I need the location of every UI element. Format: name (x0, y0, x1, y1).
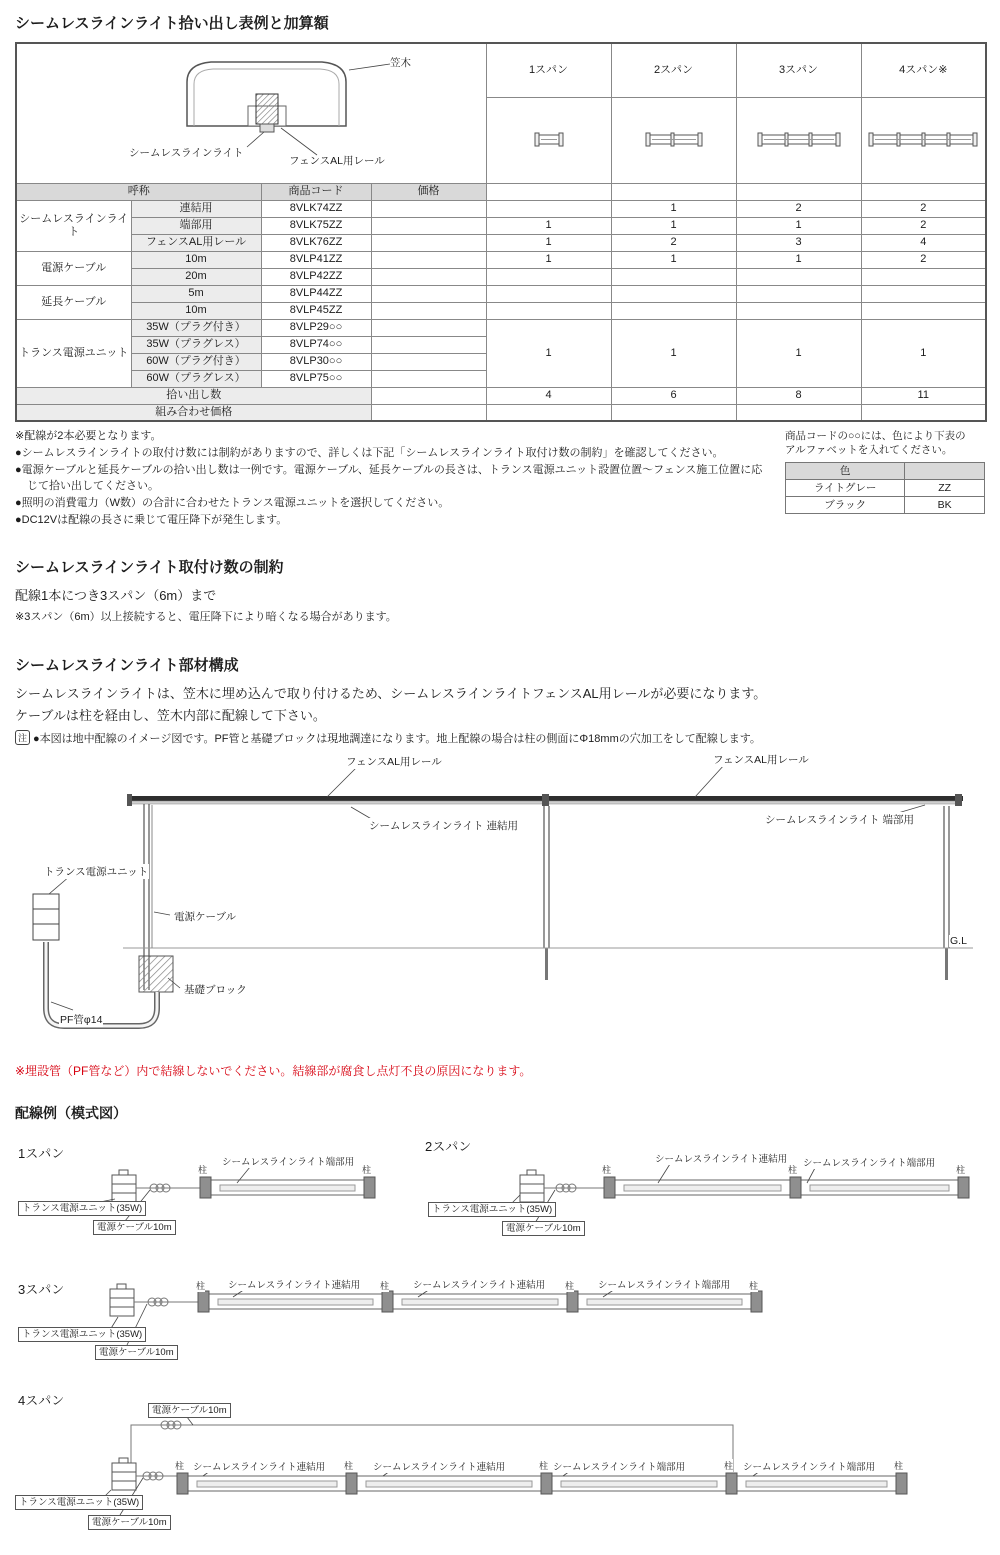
span-icon-2 (611, 98, 736, 184)
parts-line2: ケーブルは柱を経由し、笠木内部に配線して下さい。 (15, 707, 326, 723)
light-end-label: シームレスラインライト端部用 (743, 1459, 875, 1473)
qty-cell: 3 (736, 234, 861, 251)
table-row (16, 200, 986, 217)
item-cell: 10m (131, 302, 261, 319)
qty-cell (736, 285, 861, 302)
transformer-label: トランス電源ユニット(35W) (18, 1201, 146, 1216)
color-code: BK (905, 497, 985, 514)
table-row (16, 285, 986, 302)
span-label-2: 2スパン (425, 1138, 472, 1154)
qty-cell (861, 302, 986, 319)
foundation-label: 基礎ブロック (184, 983, 247, 996)
power-cable-label: 電源ケーブル (174, 910, 237, 923)
pf-pipe-label: PF管φ14 (60, 1013, 103, 1026)
price-cell (371, 319, 486, 336)
span-label-1: 1スパン (18, 1145, 65, 1161)
qty-cell: 4 (486, 387, 611, 404)
rail-label: フェンスAL用レール (289, 155, 385, 167)
post-icon (346, 1473, 357, 1494)
post-icon (541, 1473, 552, 1494)
code-cell: 8VLP44ZZ (261, 285, 371, 302)
span-header-3: 3スパン (736, 43, 861, 98)
qty-cell: 1 (611, 251, 736, 268)
code-cell: 8VLP41ZZ (261, 251, 371, 268)
transformer-icon (112, 1458, 136, 1490)
code-cell: 8VLP45ZZ (261, 302, 371, 319)
span-icon-4 (861, 98, 986, 184)
cable-label: 電源ケーブル10m (502, 1221, 585, 1236)
header-spacer (736, 183, 861, 200)
col-header-code: 商品コード (261, 183, 371, 200)
table-row (16, 387, 986, 404)
qty-cell: 1 (486, 251, 611, 268)
post-label: 柱 (956, 1164, 966, 1175)
item-cell: 35W（プラグレス） (131, 336, 261, 353)
note-item: ※配線が2本必要となります。 (15, 430, 162, 443)
price-cell (371, 404, 486, 421)
item-cell: 35W（プラグ付き） (131, 319, 261, 336)
qty-cell: 4 (861, 234, 986, 251)
page-title: シームレスラインライト拾い出し表例と加算額 (15, 15, 329, 32)
price-cell (371, 336, 486, 353)
color-code: ZZ (905, 480, 985, 497)
post-label: 柱 (894, 1460, 904, 1471)
qty-cell (736, 404, 861, 421)
item-cell: 20m (131, 268, 261, 285)
table-row (16, 302, 986, 319)
qty-cell: 1 (486, 319, 611, 387)
post-icon (726, 1473, 737, 1494)
post-label: 柱 (175, 1460, 185, 1471)
post-icon (382, 1291, 393, 1312)
section-heading-parts: シームレスラインライト部材構成 (15, 656, 239, 674)
qty-cell: 1 (736, 217, 861, 234)
color-name: ブラック (786, 497, 905, 514)
header-spacer (611, 183, 736, 200)
color-code-box (785, 429, 985, 530)
light-module (256, 94, 278, 124)
pickup-count-label: 拾い出し数 (16, 387, 371, 404)
item-cell: 60W（プラグレス） (131, 370, 261, 387)
post-label: 柱 (602, 1164, 612, 1175)
qty-cell (736, 302, 861, 319)
category-cell: 延長ケーブル (16, 285, 131, 319)
light-end-label: シームレスラインライト端部用 (598, 1277, 730, 1291)
color-note-line1: 商品コードの○○には、色により下表の (785, 430, 966, 443)
transformer-icon (520, 1170, 544, 1202)
qty-cell (861, 404, 986, 421)
post-icon (604, 1177, 615, 1198)
post-icon (364, 1177, 375, 1198)
pickup-table (15, 42, 987, 422)
light-end-label: シームレスラインライト 端部用 (765, 813, 914, 826)
notes-section (15, 429, 985, 530)
transformer-box (33, 894, 59, 940)
qty-cell (486, 404, 611, 421)
table-row (16, 268, 986, 285)
price-cell (371, 370, 486, 387)
code-cell: 8VLP42ZZ (261, 268, 371, 285)
price-cell (371, 268, 486, 285)
post-icon (200, 1177, 211, 1198)
note-item: ●シームレスラインライトの取付け数には制約がありますので、詳しくは下記「シームレスラインライト取付け数の制約」を確認してください。 (15, 447, 724, 460)
item-cell: 端部用 (131, 217, 261, 234)
qty-cell: 1 (611, 200, 736, 217)
qty-cell (486, 200, 611, 217)
light-joint-label: シームレスラインライト連結用 (373, 1459, 505, 1473)
note-item: ●DC12Vは配線の長さに乗じて電圧降下が発生します。 (15, 513, 288, 526)
table-row (16, 319, 986, 336)
note-mark: 注 (15, 730, 30, 745)
color-header: 色 (786, 463, 905, 480)
combo-price-label: 組み合わせ価格 (16, 404, 371, 421)
post-label: 柱 (749, 1280, 759, 1291)
qty-cell (736, 268, 861, 285)
light-joint-label: シームレスラインライト連結用 (413, 1277, 545, 1291)
span-icon-1 (486, 98, 611, 184)
post-label: 柱 (788, 1164, 798, 1175)
capstone-diagram (19, 44, 489, 179)
post-icon (958, 1177, 969, 1198)
qty-cell (611, 404, 736, 421)
diagram-3span (110, 1284, 762, 1345)
code-cell: 8VLK75ZZ (261, 217, 371, 234)
qty-cell: 1 (486, 234, 611, 251)
light-joint-label: シームレスラインライト 連結用 (369, 819, 518, 832)
transformer-label: トランス電源ユニット(35W) (18, 1327, 146, 1342)
qty-cell: 11 (861, 387, 986, 404)
post-label: 柱 (198, 1164, 208, 1175)
qty-cell (611, 268, 736, 285)
fence-drawing (15, 752, 985, 1052)
price-cell (371, 251, 486, 268)
category-cell: トランス電源ユニット (16, 319, 131, 387)
diagram-2span (510, 1164, 969, 1223)
span-header-2: 2スパン (611, 43, 736, 98)
color-header-spacer (905, 463, 985, 480)
qty-cell: 8 (736, 387, 861, 404)
parts-line1: シームレスラインライトは、笠木に埋め込んで取り付けるため、シームレスラインライトフェンスAL用レールが必要になります。 (15, 685, 767, 701)
qty-cell (861, 268, 986, 285)
section-heading-wiring: 配線例（模式図） (15, 1104, 127, 1121)
color-table (785, 462, 985, 514)
wiring-drawing (15, 1131, 985, 1541)
table-row (16, 217, 986, 234)
qty-cell: 2 (611, 234, 736, 251)
span-label-3: 3スパン (18, 1281, 65, 1297)
price-cell (371, 234, 486, 251)
fence-elevation-diagram (15, 752, 985, 1052)
qty-cell (486, 285, 611, 302)
qty-cell: 6 (611, 387, 736, 404)
qty-cell: 1 (736, 251, 861, 268)
light-end-label: シームレスラインライト端部用 (803, 1155, 935, 1169)
qty-cell (486, 302, 611, 319)
notes-list (15, 429, 771, 530)
qty-cell: 1 (611, 217, 736, 234)
item-cell: 5m (131, 285, 261, 302)
qty-cell: 2 (861, 251, 986, 268)
rail-label-right: フェンスAL用レール (713, 753, 809, 766)
light-joint-label: シームレスラインライト連結用 (655, 1151, 787, 1165)
qty-cell: 1 (611, 319, 736, 387)
light-label: シームレスラインライト (129, 147, 244, 159)
transformer-icon (112, 1170, 136, 1202)
post-label: 柱 (724, 1460, 734, 1471)
capstone-cross-section (16, 43, 486, 183)
light-end-label: シームレスラインライト端部用 (553, 1459, 685, 1473)
parts-note-text: ●本図は地中配線のイメージ図です。PF管と基礎ブロックは現地調達になります。地上配線の場合は柱の側面にΦ18mmの穴加工をして配線します。 (33, 732, 761, 745)
post-label: 柱 (344, 1460, 354, 1471)
light-end-label: シームレスラインライト端部用 (222, 1154, 354, 1168)
cable-label: 電源ケーブル10m (88, 1515, 171, 1530)
qty-cell (486, 268, 611, 285)
constraint-line2: ※3スパン（6m）以上接続すると、電圧降下により暗くなる場合があります。 (15, 610, 397, 623)
item-cell: 連結用 (131, 200, 261, 217)
category-cell: シームレスラインライト (16, 200, 131, 251)
item-cell: フェンスAL用レール (131, 234, 261, 251)
kasagi-label: 笠木 (390, 57, 411, 69)
light-joint-label: シームレスラインライト連結用 (193, 1459, 325, 1473)
span-header-4: 4スパン※ (861, 43, 986, 98)
table-row (16, 251, 986, 268)
foundation-block (139, 956, 173, 992)
price-cell (371, 302, 486, 319)
col-header-price: 価格 (371, 183, 486, 200)
code-cell: 8VLP30○○ (261, 353, 371, 370)
section-heading-constraint: シームレスラインライト取付け数の制約 (15, 558, 284, 576)
category-cell: 電源ケーブル (16, 251, 131, 285)
qty-cell: 2 (736, 200, 861, 217)
price-cell (371, 353, 486, 370)
post-label: 柱 (380, 1280, 390, 1291)
code-cell: 8VLP29○○ (261, 319, 371, 336)
col-header-name: 呼称 (16, 183, 261, 200)
header-spacer (861, 183, 986, 200)
qty-cell (861, 285, 986, 302)
post-icon (567, 1291, 578, 1312)
price-cell (371, 387, 486, 404)
note-item: ●照明の消費電力（W数）の合計に合わせたトランス電源ユニットを選択してください。 (15, 496, 450, 509)
post-label: 柱 (565, 1280, 575, 1291)
item-cell: 10m (131, 251, 261, 268)
span-label-4: 4スパン (18, 1392, 65, 1408)
table-row (16, 234, 986, 251)
cable-label: 電源ケーブル10m (93, 1220, 176, 1235)
post-label: 柱 (362, 1164, 372, 1175)
wiring-warning: ※埋設管（PF管など）内で結線しないでください。結線部が腐食し点灯不良の原因になります。 (15, 1063, 532, 1078)
color-name: ライトグレー (786, 480, 905, 497)
post-label: 柱 (539, 1460, 549, 1471)
wiring-diagrams (15, 1131, 985, 1541)
qty-cell: 1 (486, 217, 611, 234)
table-row (16, 404, 986, 421)
qty-cell (611, 302, 736, 319)
rail-label-left: フェンスAL用レール (346, 755, 442, 768)
qty-cell: 1 (861, 319, 986, 387)
qty-cell (611, 285, 736, 302)
parts-note (15, 730, 985, 746)
qty-cell: 2 (861, 200, 986, 217)
code-cell: 8VLK76ZZ (261, 234, 371, 251)
cable-label: 電源ケーブル10m (148, 1403, 231, 1418)
cable-label: 電源ケーブル10m (95, 1345, 178, 1360)
code-cell: 8VLP75○○ (261, 370, 371, 387)
transformer-icon (110, 1284, 134, 1316)
fence-rail (127, 794, 963, 806)
light-joint-label: シームレスラインライト連結用 (228, 1277, 360, 1291)
price-cell (371, 200, 486, 217)
post-icon (177, 1473, 188, 1494)
price-cell (371, 285, 486, 302)
post-icon (790, 1177, 801, 1198)
post-icon (198, 1291, 209, 1312)
qty-cell: 1 (736, 319, 861, 387)
transformer-label: トランス電源ユニット (44, 865, 149, 878)
post-icon (751, 1291, 762, 1312)
qty-cell: 2 (861, 217, 986, 234)
code-cell: 8VLP74○○ (261, 336, 371, 353)
ground-line-label: G.L (950, 934, 967, 947)
item-cell: 60W（プラグ付き） (131, 353, 261, 370)
color-note-line2: アルファベットを入れてください。 (785, 444, 953, 457)
header-spacer (486, 183, 611, 200)
span-header-1: 1スパン (486, 43, 611, 98)
post-label: 柱 (196, 1280, 206, 1291)
constraint-line1: 配線1本につき3スパン（6m）まで (15, 587, 217, 603)
price-cell (371, 217, 486, 234)
code-cell: 8VLK74ZZ (261, 200, 371, 217)
note-item: ●電源ケーブルと延長ケーブルの拾い出し数は一例です。電源ケーブル、延長ケーブルの長さは、トランス電源ユニット設置位置～フェンス施工位置に応じて拾い出してください。 (15, 464, 763, 492)
transformer-label: トランス電源ユニット(35W) (428, 1202, 556, 1217)
span-icon-3 (736, 98, 861, 184)
transformer-label: トランス電源ユニット(35W) (15, 1495, 143, 1510)
post-icon (896, 1473, 907, 1494)
